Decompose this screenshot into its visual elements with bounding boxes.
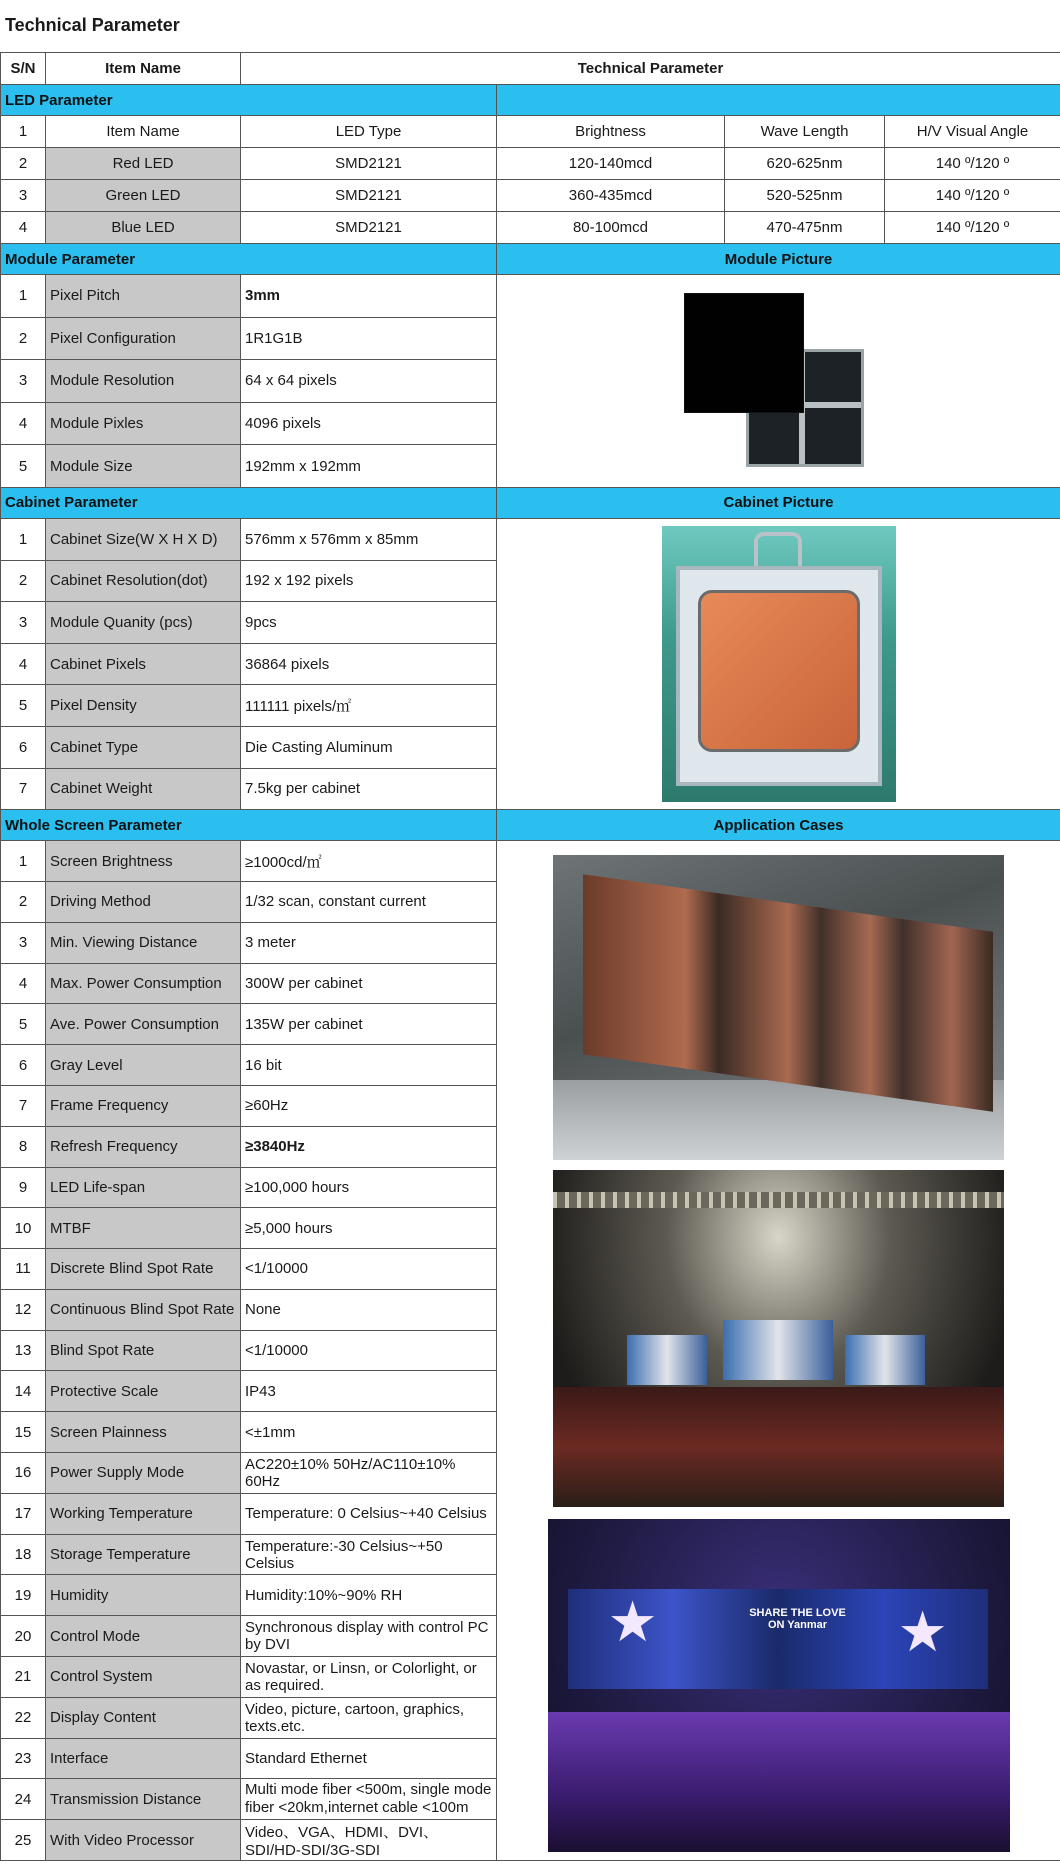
screen-item-name: Gray Level [46,1045,241,1086]
screen-item-value: Temperature: 0 Celsius~+40 Celsius [241,1493,497,1534]
led-section-header [1,85,1060,116]
screen-item-value: 135W per cabinet [241,1004,497,1045]
cabinet-item-name: Cabinet Resolution(dot) [46,560,241,602]
cabinet-sn: 7 [1,768,46,810]
screen-item-name: Discrete Blind Spot Rate [46,1249,241,1290]
screen-sn: 16 [1,1453,46,1494]
led-sn: 4 [1,212,46,244]
screen-item-value: Humidity:10%~90% RH [241,1575,497,1616]
module-sn: 4 [1,402,46,445]
screen-picture-title: Application Cases [497,810,1060,841]
cabinet-sn: 5 [1,685,46,727]
screen-item-value: AC220±10% 50Hz/AC110±10% 60Hz [241,1453,497,1494]
screen-sn: 13 [1,1330,46,1371]
screen-item-name: Ave. Power Consumption [46,1004,241,1045]
module-item-value: 4096 pixels [241,402,497,445]
module-item-name: Pixel Configuration [46,317,241,360]
screen-item-name: Transmission Distance [46,1779,241,1820]
screen-item-name: Power Supply Mode [46,1453,241,1494]
screen-item-value: ≥3840Hz [241,1126,497,1167]
screen-item-name: Continuous Blind Spot Rate [46,1289,241,1330]
led-sn: 2 [1,148,46,180]
cabinet-section-header [1,487,1060,518]
led-visual-angle: 140 º/120 º [885,212,1060,244]
cabinet-item-name: Cabinet Type [46,726,241,768]
screen-item-value: Video, picture, cartoon, graphics, texts.etc. [241,1697,497,1738]
led-wave-length: 520-525nm [725,180,885,212]
screen-item-value: Standard Ethernet [241,1738,497,1779]
screen-sn: 5 [1,1004,46,1045]
screen-item-value: IP43 [241,1371,497,1412]
screen-sn: 8 [1,1126,46,1167]
screen-sn: 21 [1,1657,46,1698]
screen-sn: 7 [1,1085,46,1126]
module-item-name: Pixel Pitch [46,275,241,318]
led-row [1,148,1060,180]
module-row [1,275,1060,318]
cabinet-item-name: Module Quanity (pcs) [46,602,241,644]
cabinet-item-value: 36864 pixels [241,643,497,685]
screen-item-name: Storage Temperature [46,1534,241,1575]
screen-sn: 24 [1,1779,46,1820]
screen-item-name: With Video Processor [46,1820,241,1861]
module-picture-title: Module Picture [497,244,1060,275]
screen-item-name: Refresh Frequency [46,1126,241,1167]
cabinet-item-name: Cabinet Pixels [46,643,241,685]
module-sn: 1 [1,275,46,318]
screen-section-title: Whole Screen Parameter [1,810,497,841]
led-header-type: LED Type [241,116,497,148]
led-header-angle: H/V Visual Angle [885,116,1060,148]
screen-item-value: 16 bit [241,1045,497,1086]
screen-item-name: LED Life-span [46,1167,241,1208]
led-sn: 3 [1,180,46,212]
cabinet-item-name: Cabinet Weight [46,768,241,810]
sn-header: S/N [1,53,46,85]
screen-sn: 12 [1,1289,46,1330]
led-row [1,212,1060,244]
cabinet-item-value: 576mm x 576mm x 85mm [241,518,497,560]
screen-item-name: Control System [46,1657,241,1698]
technical-parameter-header: Technical Parameter [241,53,1060,85]
screen-item-value: Novastar, or Linsn, or Colorlight, or as required. [241,1657,497,1698]
cabinet-item-value: 7.5kg per cabinet [241,768,497,810]
application-case-image-3: ★ ★ SHARE THE LOVE ON Yanmar [548,1519,1010,1852]
screen-item-value: ≥5,000 hours [241,1208,497,1249]
led-type: SMD2121 [241,148,497,180]
module-section-title: Module Parameter [1,244,497,275]
cabinet-image [662,526,896,802]
module-item-name: Module Size [46,445,241,488]
module-item-name: Module Resolution [46,360,241,403]
cabinet-section-title: Cabinet Parameter [1,487,497,518]
led-visual-angle: 140 º/120 º [885,148,1060,180]
screen-sn: 22 [1,1697,46,1738]
led-header-sn: 1 [1,116,46,148]
cabinet-item-value: 9pcs [241,602,497,644]
cabinet-picture-cell [497,518,1060,809]
screen-item-value: <1/10000 [241,1249,497,1290]
cabinet-item-value: 111111 pixels/㎡ [241,685,497,727]
led-row [1,180,1060,212]
screen-item-value: 3 meter [241,922,497,963]
screen-sn: 3 [1,922,46,963]
spec-table [0,52,1060,1861]
screen-item-value: ≥60Hz [241,1085,497,1126]
module-sn: 2 [1,317,46,360]
led-name: Green LED [46,180,241,212]
module-image [684,293,874,469]
led-header-name: Item Name [46,116,241,148]
led-header-brightness: Brightness [497,116,725,148]
screen-sn: 6 [1,1045,46,1086]
cabinet-sn: 3 [1,602,46,644]
screen-item-value: Multi mode fiber <500m, single mode fiber <20km,internet cable <100m [241,1779,497,1820]
screen-sn: 19 [1,1575,46,1616]
led-brightness: 80-100mcd [497,212,725,244]
cabinet-sn: 6 [1,726,46,768]
screen-sn: 17 [1,1493,46,1534]
screen-item-name: Interface [46,1738,241,1779]
cabinet-row [1,518,1060,560]
led-section-spacer [497,85,1060,116]
screen-item-value: <1/10000 [241,1330,497,1371]
screen-item-name: Humidity [46,1575,241,1616]
screen-section-header [1,810,1060,841]
module-item-name: Module Pixles [46,402,241,445]
led-wave-length: 470-475nm [725,212,885,244]
screen-sn: 25 [1,1820,46,1861]
screen-sn: 9 [1,1167,46,1208]
screen-sn: 18 [1,1534,46,1575]
screen-sn: 20 [1,1616,46,1657]
table-header-row [1,53,1060,85]
module-picture-cell [497,275,1060,488]
screen-item-name: Screen Brightness [46,841,241,882]
cabinet-item-name: Pixel Density [46,685,241,727]
screen-sn: 2 [1,881,46,922]
screen-sn: 23 [1,1738,46,1779]
application-cases-cell [497,841,1060,1861]
module-item-value: 64 x 64 pixels [241,360,497,403]
screen-item-value: <±1mm [241,1412,497,1453]
screen-item-name: Working Temperature [46,1493,241,1534]
item-name-header: Item Name [46,53,241,85]
cabinet-sn: 4 [1,643,46,685]
app3-screen-text: SHARE THE LOVE ON Yanmar [749,1607,846,1632]
screen-sn: 10 [1,1208,46,1249]
screen-item-name: Frame Frequency [46,1085,241,1126]
led-brightness: 360-435mcd [497,180,725,212]
led-type: SMD2121 [241,212,497,244]
screen-item-name: Driving Method [46,881,241,922]
module-item-value: 192mm x 192mm [241,445,497,488]
module-sn: 5 [1,445,46,488]
screen-sn: 4 [1,963,46,1004]
cabinet-picture-title: Cabinet Picture [497,487,1060,518]
module-section-header [1,244,1060,275]
screen-item-name: Blind Spot Rate [46,1330,241,1371]
cabinet-sn: 1 [1,518,46,560]
screen-item-value: Temperature:-30 Celsius~+50 Celsius [241,1534,497,1575]
led-name: Red LED [46,148,241,180]
screen-item-value: ≥100,000 hours [241,1167,497,1208]
led-type: SMD2121 [241,180,497,212]
screen-sn: 1 [1,841,46,882]
screen-item-name: Max. Power Consumption [46,963,241,1004]
screen-item-value: 300W per cabinet [241,963,497,1004]
cabinet-item-value: 192 x 192 pixels [241,560,497,602]
screen-sn: 11 [1,1249,46,1290]
screen-item-name: MTBF [46,1208,241,1249]
cabinet-sn: 2 [1,560,46,602]
screen-item-value: Video、VGA、HDMI、DVI、SDI/HD-SDI/3G-SDI [241,1820,497,1861]
cabinet-item-name: Cabinet Size(W X H X D) [46,518,241,560]
screen-item-name: Control Mode [46,1616,241,1657]
module-item-value: 1R1G1B [241,317,497,360]
cabinet-item-value: Die Casting Aluminum [241,726,497,768]
application-case-image-1 [553,855,1004,1160]
led-header-wave: Wave Length [725,116,885,148]
led-visual-angle: 140 º/120 º [885,180,1060,212]
page-title: Technical Parameter [5,15,180,35]
module-sn: 3 [1,360,46,403]
screen-item-name: Screen Plainness [46,1412,241,1453]
screen-item-value: Synchronous display with control PC by DVI [241,1616,497,1657]
screen-item-value: None [241,1289,497,1330]
led-brightness: 120-140mcd [497,148,725,180]
led-name: Blue LED [46,212,241,244]
screen-item-name: Protective Scale [46,1371,241,1412]
led-header-row [1,116,1060,148]
application-case-image-2 [553,1170,1004,1507]
screen-row [1,841,1060,882]
screen-item-value: ≥1000cd/㎡ [241,841,497,882]
screen-sn: 14 [1,1371,46,1412]
module-item-value: 3mm [241,275,497,318]
led-section-title: LED Parameter [1,85,497,116]
screen-item-name: Min. Viewing Distance [46,922,241,963]
led-wave-length: 620-625nm [725,148,885,180]
screen-item-name: Display Content [46,1697,241,1738]
screen-sn: 15 [1,1412,46,1453]
screen-item-value: 1/32 scan, constant current [241,881,497,922]
